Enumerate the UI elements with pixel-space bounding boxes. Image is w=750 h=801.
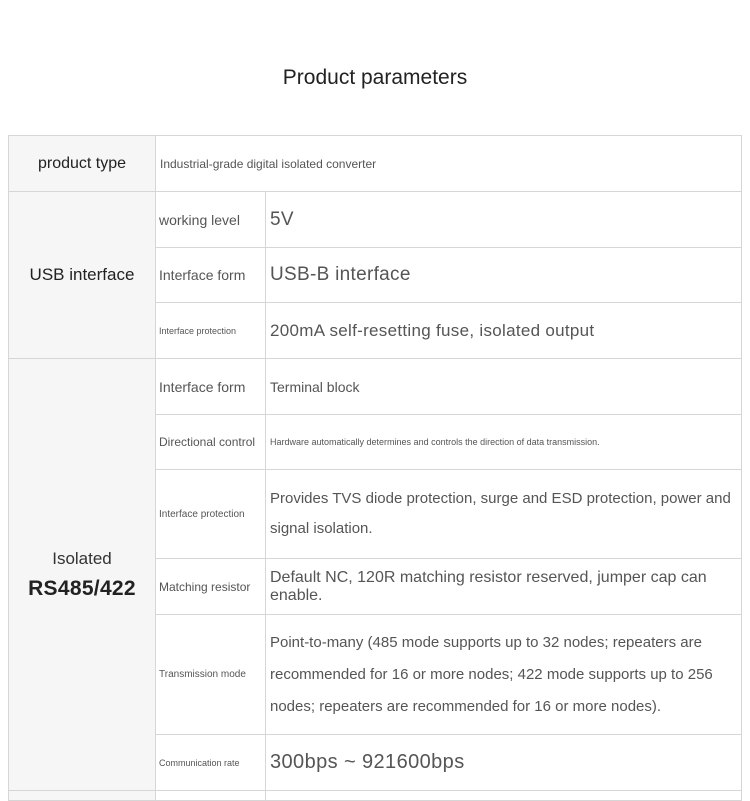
row-value: Default NC, 120R matching resistor reserved, jumper cap can enable. xyxy=(266,559,742,615)
table-row xyxy=(9,359,742,415)
row-label: Interface protection xyxy=(156,470,266,559)
parameters-table xyxy=(8,135,742,801)
row-label: Interface protection xyxy=(156,303,266,359)
row-value: Terminal block xyxy=(266,359,742,415)
table-cell xyxy=(266,791,742,801)
category-usb-interface xyxy=(9,192,156,359)
row-value: Hardware automatically determines and controls the direction of data transmission. xyxy=(266,415,742,470)
row-value: 200mA self-resetting fuse, isolated output xyxy=(266,303,742,359)
table-row xyxy=(9,136,742,192)
row-label: Directional control xyxy=(156,415,266,470)
row-label: working level xyxy=(156,192,266,248)
product-type-value: Industrial-grade digital isolated converter xyxy=(156,136,742,192)
row-label: Communication rate xyxy=(156,735,266,791)
category-product-type xyxy=(9,136,156,192)
table-row-continuation xyxy=(9,791,742,801)
category-label: USB interface xyxy=(29,265,135,284)
row-value: 300bps ~ 921600bps xyxy=(266,735,742,791)
category-label-line1: Isolated xyxy=(52,548,112,568)
category-label-line2: RS485/422 xyxy=(28,576,136,600)
category-label: product type xyxy=(37,154,127,172)
row-label: Transmission mode xyxy=(156,615,266,735)
category-isolated-rs485 xyxy=(9,359,156,791)
row-value: Point-to-many (485 mode supports up to 32 nodes; repeaters are recommended for 16 or more nodes; 422 mode supports up to 256 nodes; repeaters are recommended for 16 or more nodes). xyxy=(266,615,742,735)
page-title: Product parameters xyxy=(282,66,468,89)
row-label: Interface form xyxy=(156,248,266,303)
row-label: Interface form xyxy=(156,359,266,415)
row-label: Matching resistor xyxy=(156,559,266,615)
row-value: USB-B interface xyxy=(266,248,742,303)
table-row xyxy=(9,192,742,248)
table-cell xyxy=(9,791,156,801)
table-cell xyxy=(156,791,266,801)
row-value: Provides TVS diode protection, surge and ESD protection, power and signal isolation. xyxy=(266,470,742,559)
row-value: 5V xyxy=(266,192,742,248)
